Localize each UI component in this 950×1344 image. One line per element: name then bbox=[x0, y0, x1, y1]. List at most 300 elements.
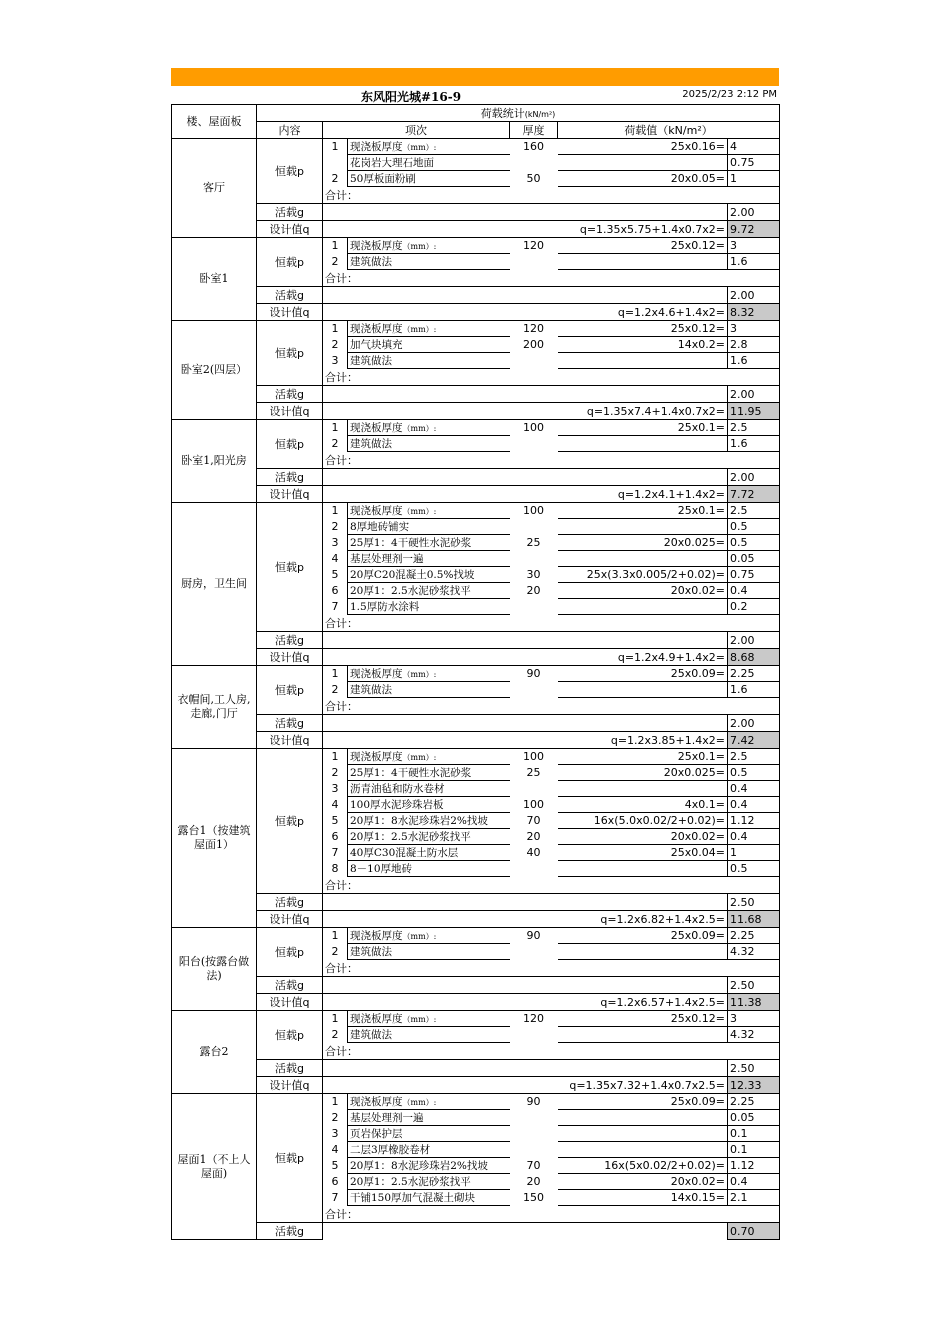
item-name bbox=[348, 519, 510, 535]
item-name-text: 现浇板厚度 bbox=[350, 240, 403, 252]
live-spacer bbox=[323, 204, 728, 221]
design-formula: q=1.2x4.9+1.4x2= bbox=[323, 649, 728, 666]
item-name-text: 二层3厚橡胶卷材 bbox=[350, 1144, 431, 1156]
item-number: 6 bbox=[331, 1175, 339, 1188]
design-row bbox=[172, 649, 780, 666]
dead-load-label: 恒载p bbox=[257, 420, 323, 469]
item-name-text: 现浇板厚度 bbox=[350, 1096, 403, 1108]
sum-label: 合计： bbox=[323, 877, 558, 894]
live-spacer bbox=[323, 632, 728, 649]
item-unit: （mm）: bbox=[402, 670, 437, 679]
load-item-row bbox=[172, 749, 780, 765]
item-formula: 25x0.09= bbox=[558, 666, 728, 682]
dead-load-label: 恒载p bbox=[257, 1011, 323, 1060]
item-thickness: 90 bbox=[526, 1095, 541, 1109]
item-name bbox=[348, 829, 510, 845]
sum-spacer bbox=[728, 452, 780, 469]
item-unit: （mm）: bbox=[402, 932, 437, 941]
item-value: 1.6 bbox=[728, 254, 780, 270]
item-value: 0.4 bbox=[728, 1174, 780, 1190]
sum-spacer bbox=[558, 615, 728, 632]
item-number: 8 bbox=[331, 862, 339, 875]
item-number: 2 bbox=[331, 338, 339, 351]
live-spacer bbox=[323, 1060, 728, 1077]
item-name bbox=[348, 1126, 510, 1142]
item-name-text: 20厚1：8水泥珍珠岩2%找坡 bbox=[350, 1160, 488, 1172]
item-thickness: 160 bbox=[523, 140, 544, 154]
live-load-label: 活载g bbox=[257, 469, 323, 486]
item-thickness bbox=[510, 781, 558, 797]
item-value: 1.6 bbox=[728, 353, 780, 369]
item-thickness: 70 bbox=[526, 1159, 541, 1172]
item-unit: （mm）: bbox=[402, 1015, 437, 1024]
sum-label: 合计： bbox=[323, 698, 558, 715]
item-name-text: 1.5厚防水涂料 bbox=[350, 601, 420, 613]
sum-spacer bbox=[558, 1043, 728, 1060]
item-value: 0.05 bbox=[728, 1110, 780, 1126]
item-name-text: 现浇板厚度 bbox=[350, 141, 403, 153]
item-name-text: 25厚1：4干硬性水泥砂浆 bbox=[350, 767, 472, 779]
sum-spacer bbox=[728, 698, 780, 715]
live-load-label: 活载g bbox=[257, 977, 323, 994]
item-formula: 20x0.02= bbox=[558, 829, 728, 845]
dead-load-label: 恒载p bbox=[257, 321, 323, 386]
item-number: 1 bbox=[331, 1012, 339, 1026]
item-thickness bbox=[510, 861, 558, 877]
design-value: 8.32 bbox=[728, 304, 780, 321]
dead-load-label: 恒载p bbox=[257, 139, 323, 204]
item-value: 4 bbox=[728, 139, 780, 155]
item-formula: 20x0.02= bbox=[558, 583, 728, 599]
item-thickness: 150 bbox=[523, 1191, 544, 1204]
design-value: 12.33 bbox=[728, 1077, 780, 1094]
design-value: 7.42 bbox=[728, 732, 780, 749]
item-value: 2.5 bbox=[728, 749, 780, 765]
item-formula: 20x0.05= bbox=[558, 171, 728, 187]
load-item-row bbox=[172, 321, 780, 337]
item-number: 3 bbox=[331, 354, 339, 367]
item-name-text: 50厚板面粉刷 bbox=[350, 173, 416, 185]
room-name: 客厅 bbox=[172, 139, 257, 238]
design-label: 设计值q bbox=[257, 732, 323, 749]
item-formula: 16x(5x0.02/2+0.02)= bbox=[558, 1158, 728, 1174]
item-name-text: 加气块填充 bbox=[350, 339, 403, 351]
item-thickness: 90 bbox=[526, 929, 541, 943]
sum-spacer bbox=[558, 187, 728, 204]
item-value: 0.75 bbox=[728, 155, 780, 171]
item-name-text: 8厚地砖铺实 bbox=[350, 521, 410, 533]
item-value: 3 bbox=[728, 1011, 780, 1027]
item-value: 0.2 bbox=[728, 599, 780, 615]
sheet-timestamp: 2025/2/23 2:12 PM bbox=[682, 89, 777, 100]
item-thickness bbox=[510, 155, 558, 171]
item-number: 2 bbox=[331, 766, 339, 779]
item-name bbox=[348, 171, 510, 187]
item-formula bbox=[558, 1027, 728, 1043]
item-name-text: 建筑做法 bbox=[350, 256, 392, 268]
item-value: 0.1 bbox=[728, 1126, 780, 1142]
live-spacer bbox=[323, 894, 728, 911]
item-unit: （mm）: bbox=[402, 242, 437, 251]
item-formula bbox=[558, 944, 728, 960]
item-name bbox=[348, 1094, 510, 1110]
sum-spacer bbox=[728, 369, 780, 386]
sum-spacer bbox=[558, 1206, 728, 1223]
item-value: 2.25 bbox=[728, 666, 780, 682]
sum-label: 合计： bbox=[323, 1043, 558, 1060]
orange-header-band bbox=[171, 68, 779, 86]
item-value: 0.4 bbox=[728, 583, 780, 599]
item-formula bbox=[558, 1126, 728, 1142]
item-formula: 25x0.12= bbox=[558, 1011, 728, 1027]
dead-load-label: 恒载p bbox=[257, 749, 323, 894]
design-formula: q=1.35x7.4+1.4x0.7x2= bbox=[323, 403, 728, 420]
item-number: 2 bbox=[331, 945, 339, 958]
header-stat-label: 荷载统计 bbox=[480, 107, 525, 120]
item-name-text: 现浇板厚度 bbox=[350, 1013, 403, 1025]
live-load-row bbox=[172, 1223, 780, 1240]
item-formula: 16x(5.0x0.02/2+0.02)= bbox=[558, 813, 728, 829]
design-value: 7.72 bbox=[728, 486, 780, 503]
item-formula: 25x0.1= bbox=[558, 420, 728, 436]
item-name-text: 现浇板厚度 bbox=[350, 668, 403, 680]
item-thickness bbox=[510, 254, 558, 270]
item-name bbox=[348, 436, 510, 452]
item-thickness bbox=[510, 682, 558, 698]
item-formula: 25x0.1= bbox=[558, 749, 728, 765]
item-formula bbox=[558, 1110, 728, 1126]
sum-label: 合计： bbox=[323, 615, 558, 632]
item-name-text: 现浇板厚度 bbox=[350, 323, 403, 335]
room-name: 卧室1,阳光房 bbox=[172, 420, 257, 503]
item-formula bbox=[558, 254, 728, 270]
design-formula: q=1.35x5.75+1.4x0.7x2= bbox=[323, 221, 728, 238]
item-formula: 20x0.025= bbox=[558, 765, 728, 781]
design-row bbox=[172, 994, 780, 1011]
design-row bbox=[172, 486, 780, 503]
item-number: 1 bbox=[331, 1095, 339, 1109]
item-value: 1.6 bbox=[728, 436, 780, 452]
item-value: 0.4 bbox=[728, 781, 780, 797]
item-number: 5 bbox=[331, 1159, 339, 1172]
item-value: 0.4 bbox=[728, 797, 780, 813]
item-value: 3 bbox=[728, 238, 780, 254]
item-thickness bbox=[510, 353, 558, 369]
item-value: 1 bbox=[728, 171, 780, 187]
item-name-text: 基层处理剂一遍 bbox=[350, 553, 424, 565]
item-value: 3 bbox=[728, 321, 780, 337]
item-name bbox=[348, 749, 510, 765]
item-formula: 25x(3.3x0.005/2+0.02)= bbox=[558, 567, 728, 583]
room-name: 卧室1 bbox=[172, 238, 257, 321]
item-formula bbox=[558, 1142, 728, 1158]
item-name bbox=[348, 781, 510, 797]
item-value: 0.5 bbox=[728, 519, 780, 535]
item-value: 2.25 bbox=[728, 1094, 780, 1110]
item-number: 5 bbox=[331, 814, 339, 827]
item-formula bbox=[558, 353, 728, 369]
item-number: 5 bbox=[331, 568, 339, 581]
item-name bbox=[348, 797, 510, 813]
item-formula: 14x0.2= bbox=[558, 337, 728, 353]
item-formula: 4x0.1= bbox=[558, 797, 728, 813]
design-row bbox=[172, 732, 780, 749]
item-name-text: 沥青油毡和防水卷材 bbox=[350, 783, 445, 795]
item-name bbox=[348, 551, 510, 567]
item-name bbox=[348, 238, 510, 254]
item-thickness bbox=[510, 436, 558, 452]
item-name bbox=[348, 535, 510, 551]
design-label: 设计值q bbox=[257, 221, 323, 238]
item-thickness bbox=[510, 944, 558, 960]
load-item-row bbox=[172, 139, 780, 155]
item-formula bbox=[558, 436, 728, 452]
item-number: 2 bbox=[331, 520, 339, 533]
live-load-label: 活载g bbox=[257, 632, 323, 649]
dead-load-label: 恒载p bbox=[257, 503, 323, 632]
live-load-label: 活载g bbox=[257, 715, 323, 732]
design-value: 11.38 bbox=[728, 994, 780, 1011]
item-name-text: 基层处理剂一遍 bbox=[350, 1112, 424, 1124]
live-load-row bbox=[172, 204, 780, 221]
header-floor: 楼、屋面板 bbox=[172, 105, 257, 139]
item-formula: 14x0.15= bbox=[558, 1190, 728, 1206]
design-label: 设计值q bbox=[257, 994, 323, 1011]
item-name-text: 建筑做法 bbox=[350, 355, 392, 367]
item-name bbox=[348, 1027, 510, 1043]
header-value: 荷载值（kN/m²） bbox=[558, 122, 780, 139]
item-name bbox=[348, 503, 510, 519]
room-name: 阳台(按露台做法) bbox=[172, 928, 257, 1011]
item-thickness: 200 bbox=[523, 338, 544, 351]
sum-label: 合计： bbox=[323, 452, 558, 469]
item-name-text: 现浇板厚度 bbox=[350, 505, 403, 517]
load-sheet bbox=[171, 68, 779, 1240]
item-formula: 25x0.1= bbox=[558, 503, 728, 519]
header-stat-unit: (kN/m²) bbox=[524, 110, 556, 119]
sum-spacer bbox=[558, 960, 728, 977]
item-name bbox=[348, 944, 510, 960]
item-number: 7 bbox=[331, 600, 339, 613]
item-number: 1 bbox=[331, 750, 339, 764]
item-value: 1.12 bbox=[728, 1158, 780, 1174]
design-row bbox=[172, 221, 780, 238]
item-value: 4.32 bbox=[728, 944, 780, 960]
item-unit: （mm）: bbox=[402, 1098, 437, 1107]
item-thickness: 25 bbox=[526, 536, 541, 549]
live-load-value: 2.50 bbox=[728, 894, 780, 911]
item-thickness bbox=[510, 519, 558, 535]
item-name bbox=[348, 1142, 510, 1158]
design-formula: q=1.2x3.85+1.4x2= bbox=[323, 732, 728, 749]
item-thickness: 40 bbox=[526, 846, 541, 859]
item-unit: （mm）: bbox=[402, 325, 437, 334]
design-row bbox=[172, 403, 780, 420]
item-name-text: 现浇板厚度 bbox=[350, 422, 403, 434]
load-item-row bbox=[172, 928, 780, 944]
design-label: 设计值q bbox=[257, 649, 323, 666]
item-unit: （mm）: bbox=[402, 424, 437, 433]
item-value: 4.32 bbox=[728, 1027, 780, 1043]
live-load-value: 2.00 bbox=[728, 715, 780, 732]
live-load-value: 2.00 bbox=[728, 386, 780, 403]
load-item-row bbox=[172, 503, 780, 519]
live-load-row bbox=[172, 287, 780, 304]
item-value: 0.5 bbox=[728, 535, 780, 551]
design-label: 设计值q bbox=[257, 911, 323, 928]
design-formula: q=1.2x4.1+1.4x2= bbox=[323, 486, 728, 503]
item-name bbox=[348, 1011, 510, 1027]
live-load-value: 2.00 bbox=[728, 204, 780, 221]
item-formula bbox=[558, 781, 728, 797]
item-formula: 20x0.02= bbox=[558, 1174, 728, 1190]
item-name bbox=[348, 599, 510, 615]
live-load-row bbox=[172, 1060, 780, 1077]
item-number: 3 bbox=[331, 536, 339, 549]
item-name bbox=[348, 353, 510, 369]
sum-label: 合计： bbox=[323, 1206, 558, 1223]
item-number: 2 bbox=[331, 437, 339, 450]
item-formula bbox=[558, 599, 728, 615]
design-value: 11.95 bbox=[728, 403, 780, 420]
item-thickness: 20 bbox=[526, 1175, 541, 1188]
room-name: 屋面1（不上人屋面) bbox=[172, 1094, 257, 1240]
item-name bbox=[348, 337, 510, 353]
item-name-text: 20厚1：8水泥珍珠岩2%找坡 bbox=[350, 815, 488, 827]
design-formula: q=1.2x6.82+1.4x2.5= bbox=[323, 911, 728, 928]
header-content: 内容 bbox=[257, 122, 323, 139]
design-formula: q=1.2x4.6+1.4x2= bbox=[323, 304, 728, 321]
sum-label: 合计： bbox=[323, 187, 558, 204]
design-value: 11.68 bbox=[728, 911, 780, 928]
item-name-text: 20厚1：2.5水泥砂浆找平 bbox=[350, 831, 471, 843]
item-name-text: 现浇板厚度 bbox=[350, 751, 403, 763]
item-number: 3 bbox=[331, 1127, 339, 1140]
item-number: 1 bbox=[331, 322, 339, 336]
item-number: 4 bbox=[331, 1143, 339, 1156]
item-value: 0.5 bbox=[728, 861, 780, 877]
design-row bbox=[172, 1077, 780, 1094]
item-value: 1 bbox=[728, 845, 780, 861]
live-load-row bbox=[172, 469, 780, 486]
item-name-text: 20厚1：2.5水泥砂浆找平 bbox=[350, 585, 471, 597]
item-thickness: 100 bbox=[523, 421, 544, 435]
item-formula bbox=[558, 861, 728, 877]
item-value: 2.5 bbox=[728, 420, 780, 436]
item-name-text: 建筑做法 bbox=[350, 1029, 392, 1041]
item-name-text: 25厚1：4干硬性水泥砂浆 bbox=[350, 537, 472, 549]
item-name bbox=[348, 567, 510, 583]
live-load-value: 2.50 bbox=[728, 977, 780, 994]
item-name-text: 干铺150厚加气混凝土砌块 bbox=[350, 1192, 476, 1204]
design-value: 8.68 bbox=[728, 649, 780, 666]
dead-load-label: 恒载p bbox=[257, 666, 323, 715]
item-number: 2 bbox=[331, 1028, 339, 1041]
live-spacer bbox=[323, 1223, 728, 1240]
item-number: 4 bbox=[331, 552, 339, 565]
room-name: 卧室2(四层） bbox=[172, 321, 257, 420]
item-name bbox=[348, 682, 510, 698]
sum-spacer bbox=[728, 270, 780, 287]
sum-spacer bbox=[558, 369, 728, 386]
item-name bbox=[348, 321, 510, 337]
item-number: 2 bbox=[331, 172, 339, 185]
live-load-label: 活载g bbox=[257, 386, 323, 403]
room-name: 露台2 bbox=[172, 1011, 257, 1094]
item-name bbox=[348, 254, 510, 270]
item-name bbox=[348, 583, 510, 599]
item-thickness: 70 bbox=[526, 814, 541, 827]
item-value: 1.6 bbox=[728, 682, 780, 698]
item-value: 2.1 bbox=[728, 1190, 780, 1206]
item-name-text: 花岗岩大理石地面 bbox=[350, 157, 434, 169]
item-number: 7 bbox=[331, 1191, 339, 1204]
sum-label: 合计： bbox=[323, 960, 558, 977]
item-name bbox=[348, 1190, 510, 1206]
item-formula: 25x0.04= bbox=[558, 845, 728, 861]
live-load-value: 2.00 bbox=[728, 287, 780, 304]
item-thickness: 20 bbox=[526, 830, 541, 843]
load-item-row bbox=[172, 238, 780, 254]
item-value: 0.1 bbox=[728, 1142, 780, 1158]
sum-spacer bbox=[728, 1206, 780, 1223]
item-value: 1.12 bbox=[728, 813, 780, 829]
room-name: 衣帽间,工人房,走廊,门厅 bbox=[172, 666, 257, 749]
room-name: 厨房，卫生间 bbox=[172, 503, 257, 666]
live-spacer bbox=[323, 469, 728, 486]
item-value: 0.05 bbox=[728, 551, 780, 567]
item-number bbox=[323, 155, 348, 171]
item-name bbox=[348, 139, 510, 155]
item-formula: 25x0.12= bbox=[558, 321, 728, 337]
item-name bbox=[348, 861, 510, 877]
header-thickness: 厚度 bbox=[510, 122, 558, 139]
item-thickness: 50 bbox=[526, 172, 541, 185]
item-value: 2.5 bbox=[728, 503, 780, 519]
item-name bbox=[348, 928, 510, 944]
item-value: 2.8 bbox=[728, 337, 780, 353]
item-formula: 25x0.09= bbox=[558, 928, 728, 944]
live-load-value: 2.50 bbox=[728, 1060, 780, 1077]
item-name-text: 页岩保护层 bbox=[350, 1128, 403, 1140]
item-value: 0.4 bbox=[728, 829, 780, 845]
item-formula bbox=[558, 682, 728, 698]
design-label: 设计值q bbox=[257, 486, 323, 503]
live-load-label: 活载g bbox=[257, 1223, 323, 1240]
sum-label: 合计： bbox=[323, 270, 558, 287]
item-number: 2 bbox=[331, 683, 339, 696]
sum-spacer bbox=[558, 877, 728, 894]
sum-spacer bbox=[728, 615, 780, 632]
item-name-text: 100厚水泥珍珠岩板 bbox=[350, 799, 444, 811]
design-value: 9.72 bbox=[728, 221, 780, 238]
item-number: 2 bbox=[331, 255, 339, 268]
design-row bbox=[172, 911, 780, 928]
live-load-value: 2.00 bbox=[728, 632, 780, 649]
item-thickness: 30 bbox=[526, 568, 541, 581]
sum-spacer bbox=[558, 698, 728, 715]
item-formula bbox=[558, 155, 728, 171]
item-number: 1 bbox=[331, 504, 339, 518]
live-load-label: 活载g bbox=[257, 1060, 323, 1077]
item-unit: （mm）: bbox=[402, 753, 437, 762]
item-thickness: 120 bbox=[523, 1012, 544, 1026]
item-name bbox=[348, 155, 510, 171]
item-thickness bbox=[510, 1110, 558, 1126]
item-name-text: 建筑做法 bbox=[350, 946, 392, 958]
item-name-text: 20厚C20混凝土0.5%找坡 bbox=[350, 569, 475, 581]
live-load-row bbox=[172, 386, 780, 403]
